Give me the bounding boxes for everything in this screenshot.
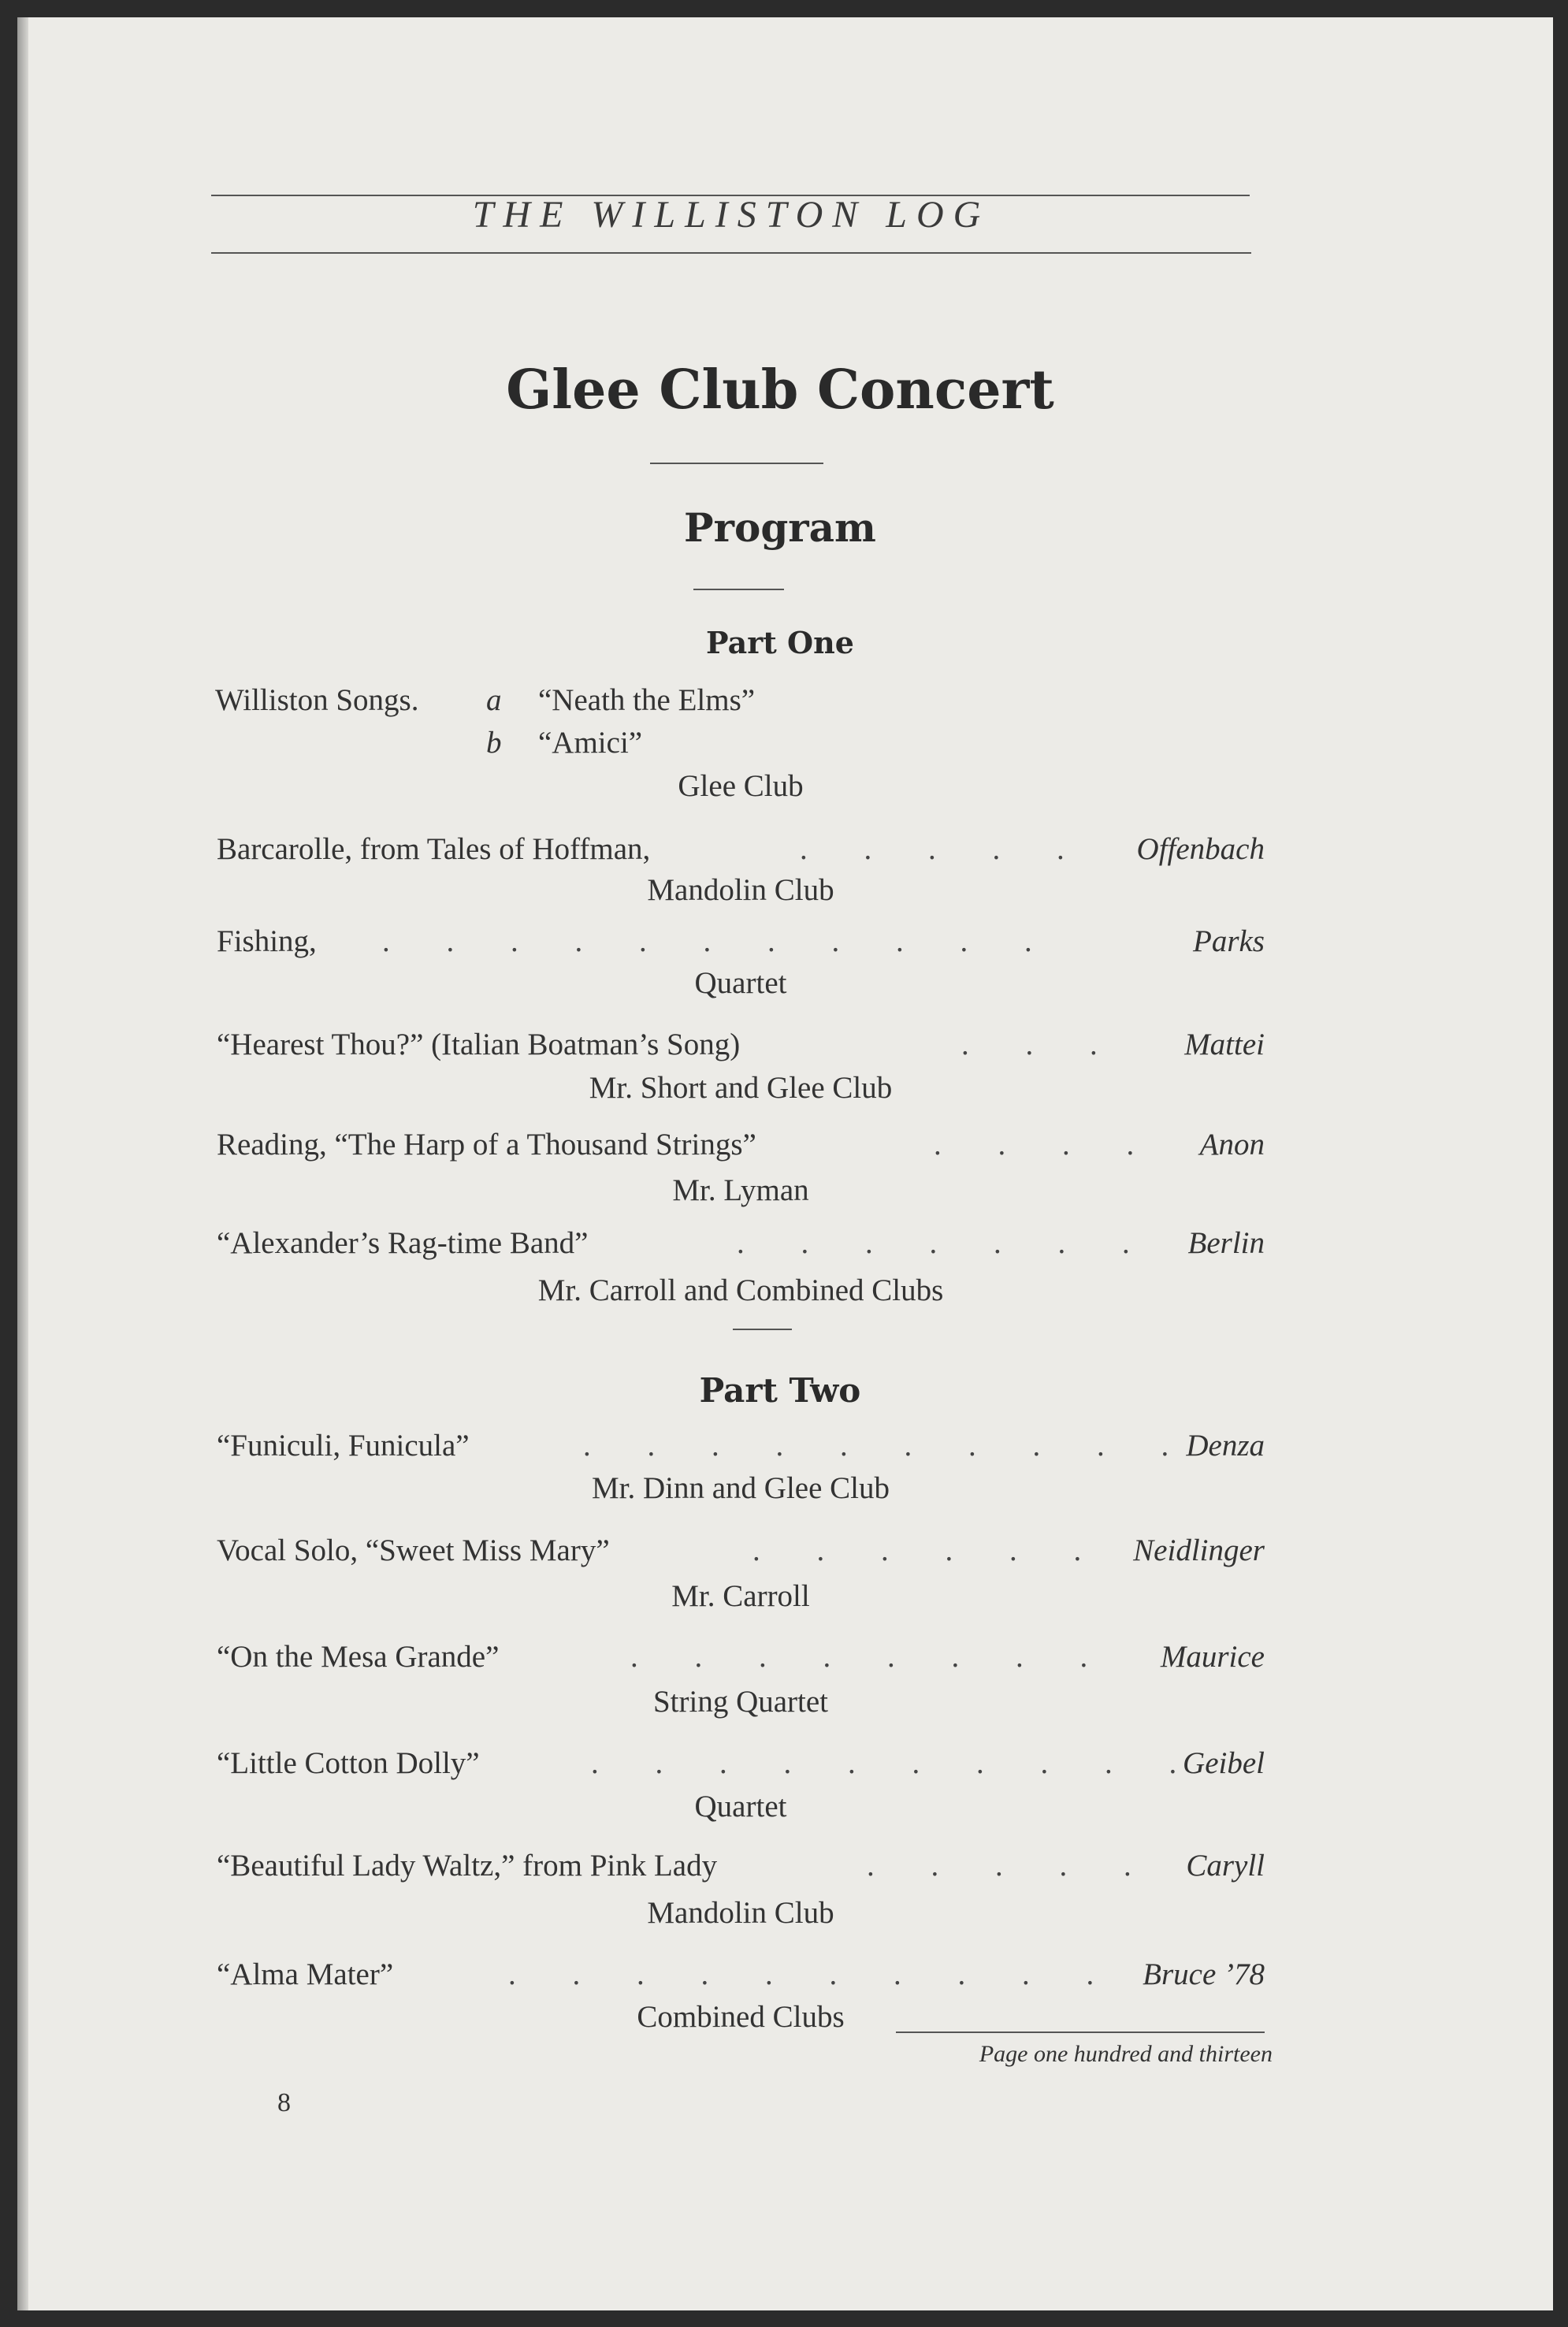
item-title: “Hearest Thou?” (Italian Boatman’s Song) — [217, 1028, 741, 1061]
leader-dots: . . . . . . — [752, 1533, 1106, 1567]
item-title: “Alexander’s Rag-time Band” — [217, 1226, 589, 1260]
item-title: “Funiculi, Funicula” — [217, 1429, 470, 1463]
performer-label: Quartet — [694, 1790, 787, 1823]
composer-name: Neidlinger — [1133, 1533, 1265, 1567]
program-item — [217, 1225, 1265, 1273]
running-head: THE WILLISTON LOG — [472, 194, 990, 236]
song-letter-b: b — [486, 726, 502, 760]
leader-dots: . . . — [961, 1028, 1122, 1061]
composer-name: Offenbach — [1136, 832, 1265, 866]
item-title: Vocal Solo, “Sweet Miss Mary” — [217, 1533, 610, 1567]
item-title: Reading, “The Harp of a Thousand Strings” — [217, 1128, 756, 1162]
leader-dots: . . . . . . . . . . . — [382, 924, 1057, 958]
program-item — [217, 1745, 1265, 1793]
title-divider — [650, 463, 823, 464]
part-one-heading: Part One — [706, 625, 854, 660]
running-head-bottom-rule — [211, 252, 1251, 254]
leader-dots: . . . . . . . . . . — [591, 1746, 1202, 1780]
leader-dots: . . . . . . . . — [630, 1640, 1113, 1674]
item-title: “Alma Mater” — [217, 1957, 394, 1991]
program-item — [217, 924, 1265, 971]
performer-label: String Quartet — [652, 1685, 829, 1719]
program-item — [217, 1639, 1265, 1686]
performer-label: Mr. Carroll and Combined Clubs — [537, 1273, 944, 1307]
leader-dots: . . . . . — [867, 1849, 1156, 1883]
item-title: Fishing, — [217, 924, 317, 958]
item-title: Barcarolle, from Tales of Hoffman, — [217, 832, 651, 866]
williston-songs-label: Williston Songs. — [215, 683, 419, 717]
leader-dots: . . . . — [934, 1128, 1159, 1162]
page-caption: Page one hundred and thirteen — [979, 2041, 1273, 2067]
composer-name: Parks — [1193, 924, 1265, 958]
program-item — [217, 1428, 1265, 1475]
performer-label: Mandolin Club — [647, 1896, 834, 1930]
composer-name: Berlin — [1187, 1226, 1265, 1260]
leader-dots: . . . . . — [800, 832, 1089, 866]
performer-label: Mr. Short and Glee Club — [589, 1071, 893, 1105]
performer-label: Quartet — [694, 966, 787, 1000]
program-item — [217, 1127, 1265, 1174]
composer-name: Caryll — [1186, 1849, 1265, 1883]
performer-label: Glee Club — [678, 769, 804, 803]
program-heading: Program — [684, 504, 876, 551]
composer-name: Anon — [1199, 1128, 1265, 1162]
item-title: “On the Mesa Grande” — [217, 1640, 500, 1674]
performer-label: Mr. Dinn and Glee Club — [591, 1471, 890, 1505]
program-item — [217, 1957, 1265, 2004]
performer-label: Mandolin Club — [647, 873, 834, 907]
part-two-heading: Part Two — [699, 1371, 861, 1410]
program-item — [217, 1848, 1265, 1895]
leader-dots: . . . . . . . . . . — [508, 1957, 1119, 1991]
composer-name: Mattei — [1184, 1028, 1265, 1061]
leader-dots: . . . . . . . — [737, 1226, 1154, 1260]
song-title-b: “Amici” — [538, 726, 643, 760]
song-letter-a: a — [486, 683, 502, 717]
program-item — [217, 1533, 1265, 1580]
performer-label: Mr. Lyman — [672, 1173, 809, 1207]
composer-name: Geibel — [1183, 1746, 1265, 1780]
program-item — [217, 831, 1265, 879]
performer-label: Combined Clubs — [637, 2000, 845, 2034]
song-title-a: “Neath the Elms” — [538, 683, 756, 717]
performer-label: Mr. Carroll — [671, 1579, 810, 1613]
program-divider — [693, 589, 784, 590]
leader-dots: . . . . . . . . . . — [583, 1429, 1194, 1463]
footer-rule — [896, 2031, 1265, 2033]
composer-name: Bruce ’78 — [1143, 1957, 1265, 1991]
item-title: “Little Cotton Dolly” — [217, 1746, 480, 1780]
page-number: 8 — [277, 2088, 291, 2117]
page-title: Glee Club Concert — [506, 359, 1054, 422]
composer-name: Maurice — [1160, 1640, 1265, 1674]
item-title: “Beautiful Lady Waltz,” from Pink Lady — [217, 1849, 718, 1883]
program-item — [217, 1027, 1265, 1074]
part-divider — [733, 1329, 792, 1330]
composer-name: Denza — [1186, 1429, 1265, 1463]
